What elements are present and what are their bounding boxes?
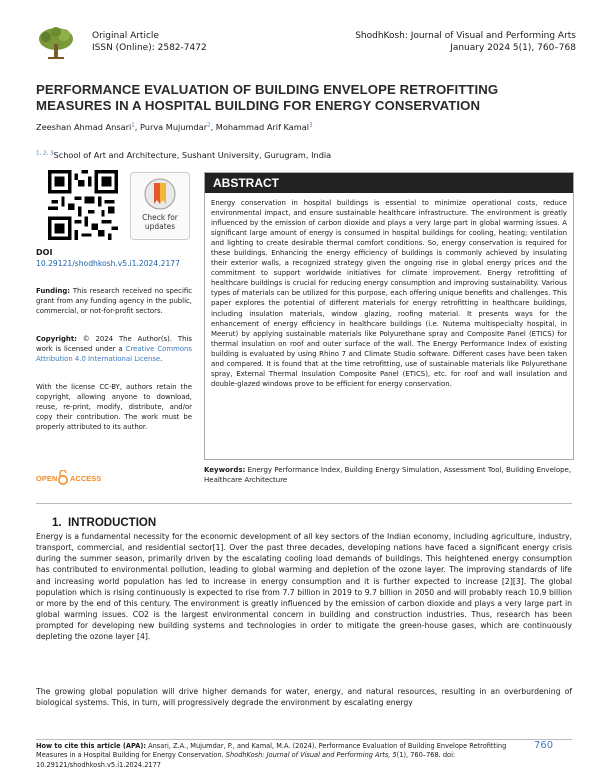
check-for-updates-badge[interactable] [130, 172, 190, 240]
body-paragraph: Energy is a fundamental necessity for the economic development of all key sectors of the Indian economy, including agriculture, industry, transport, commercial, and residential sector[1]. Over the past three decades, developing nations have faced a significant energy crisis during the summer season, primarily driven by the escalating cooling load demands of buildings. This heightened energy consumption has contributed to environmental pollution, leading to global warming and depletion of the ozone layer. The improving standards of life and increasing world population has led to increase in energy consumption and it is further expected to increase [2][3]. The global population which is rising continuously is expected to rise from 7.7 billion in 2019 to 9.7 billion in 2050 and will probably reach 10.9 billion or more by the end of this century. The environment is greatly influenced by the emission of carbon dioxide and plays a very large part in global warming issues. CO2 is the largest environmental concern in building and construction industries. Thus, research has been prompted for developing new building systems and technologies in order to mitigate the green-house gases, which are continuously depleting the ozone layer [4]. [36, 532, 572, 642]
author-name[interactable]: Purva Mujumdar [139, 122, 208, 132]
footer-divider [36, 739, 572, 740]
svg-text:ACCESS: ACCESS [70, 474, 102, 483]
divider [36, 503, 572, 504]
license-note: With the license CC-BY, authors retain the copyright, allowing anyone to download, reuse, re-print, modify, distribute, and/or copy their contribution. The work must be properly attributed to its author. [36, 383, 192, 431]
abstract-box [204, 172, 574, 460]
author-name[interactable]: Zeeshan Ahmad Ansari [36, 122, 132, 132]
copyright-note: Copyright: © 2024 The Author(s). This work is licensed under a Creative Commons Attribution 4.0 International License. [36, 335, 192, 363]
doi-link[interactable]: 10.29121/shodhkosh.v5.i1.2024.2177 [36, 259, 180, 268]
issn: ISSN (Online): 2582-7472 [92, 43, 207, 53]
funding-note: Funding: This research received no specific grant from any funding agency in the public, commercial, or not-for-profit sectors. [36, 287, 192, 315]
svg-text:OPEN: OPEN [36, 474, 58, 483]
license-link[interactable]: Creative Commons Attribution 4.0 International License [36, 345, 192, 363]
body-paragraph: The growing global population will drive higher demands for water, energy, and natural resources, resulting in an overburdening of biological systems. This, in turn, will progressively degrade the environment by escalating energy [36, 687, 572, 708]
header-left [92, 30, 207, 54]
header-right [355, 30, 576, 54]
journal-logo-tree-icon [36, 26, 76, 60]
page-number: 760 [534, 740, 554, 751]
section-heading: 1. INTRODUCTION [52, 517, 157, 529]
journal-issue: January 2024 5(1), 760–768 [450, 43, 576, 53]
bookmark-ribbon-icon [144, 178, 176, 210]
open-access-logo [36, 470, 116, 486]
author-name[interactable]: Mohammad Arif Kamal [215, 122, 310, 132]
qr-code-icon[interactable] [48, 170, 118, 240]
affiliation: $^{1, 2, 3}$School of Art and Architecture, Sushant University, Gurugram, India [36, 150, 332, 160]
abstract-heading: ABSTRACT [205, 173, 573, 193]
citation-footer: How to cite this article (APA): Ansari, Z.A., Mujumdar, P., and Kamal, M.A. (2024). Performance Evaluation of Building Envelope Retrofitting Measures in a Hospital Building for Energy Conservation. ShodhKosh: Journal of Visual and Performing Arts, 5(1), 760–768. doi: 10.29121/shodhkosh.v5.i1.2024.2177 [36, 742, 507, 769]
keywords: Keywords: Energy Performance Index, Building Energy Simulation, Assessment Tool, Building Envelope, Healthcare Architecture [204, 466, 572, 484]
doi-label: DOI [36, 248, 53, 257]
article-title: PERFORMANCE EVALUATION OF BUILDING ENVELOPE RETROFITTING MEASURES IN A HOSPITAL BUILDING FOR ENERGY CONSERVATION [36, 82, 499, 113]
abstract-text: Energy conservation in hospital buildings is essential to minimize operational costs, reduce environmental impact, and ensure sustainable healthcare infrastructure. The environment is greatly influenced by the emission of carbon dioxide and plays a very large part in global warming issues. A significant large amount of energy is consumed in hospital buildings for cooling, heating; ventilation and lighting to create desirable thermal comfort conditions. So, energy conservation is required for these buildings. Enhancing the energy efficiency of buildings is commonly achieved by insulating their exterior walls, a recognized strategy given the ongoing rise in global energy prices and the commitment to support worldwide initiatives for climate improvement. Energy retrofitting of healthcare buildings is crucial for reducing energy consumption and improving sustainability. Various types of materials can be utilized for this purpose, each offering unique benefits and challenges. This paper explores the potential of different materials for energy retrofitting in healthcare buildings, including insulation materials, window glazing, roofing material. It presents ways for the enhancement of energy efficiency in healthcare buildings (i.e. Nutema multispecialty hospital, in Meerut) by applying sustainable materials like Polyurethane spray and Composite Panel (ETICS) for thermal insulation on roof and outer surface of the wall. The Energy Performance Index of existing building is evaluated by using Rhino 7 and Climate Studio software. Different cases have been taken and compared. It is found that at the time retrofitting, use of sustainable materials like Polyurethane spray, External Thermal Insulation Composite Panel (ETICS), etc. for roof and wall insulation and double-glazed windows prove to be efficient for energy conservation. [211, 199, 567, 388]
check-for-updates-label: Check for updates [142, 213, 178, 231]
article-type: Original Article [92, 31, 159, 41]
journal-name: ShodhKosh: Journal of Visual and Performing Arts [355, 31, 576, 41]
author-list: Zeeshan Ahmad Ansari$^1$, Purva Mujumdar$^2$, Mohammad Arif Kamal$^3$ [36, 122, 313, 132]
open-lock-icon [59, 470, 67, 484]
